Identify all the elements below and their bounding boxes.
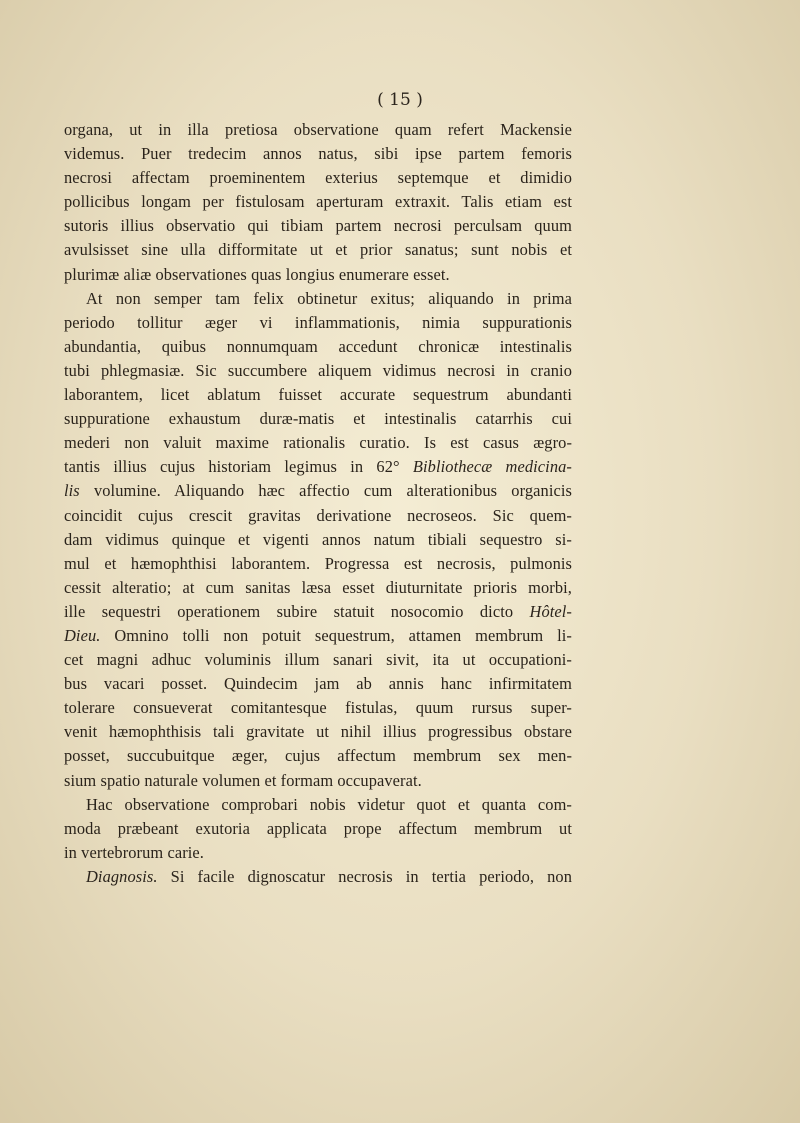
text-line: mul et hæmophthisi laborantem. Progressa est necrosis, pulmonis: [64, 553, 572, 573]
text-line: laborantem, licet ablatum fuisset accurate sequestrum abundanti: [64, 385, 572, 405]
body-text: [64, 118, 572, 889]
text-line: moda præbeant exutoria applicata prope affectum membrum ut: [64, 818, 572, 838]
text-line: abundantia, quibus nonnumquam accedunt chronicæ intestinalis: [64, 336, 572, 356]
text-line: periodo tollitur æger vi inflammationis, nimia suppurationis: [64, 312, 572, 332]
text-line: [64, 479, 572, 503]
text-line: dam vidimus quinque et vigenti annos natum tibiali sequestro si-: [64, 529, 572, 549]
text-line: plurimæ aliæ observationes quas longius enumerare esset.: [64, 264, 450, 284]
text-line: bus vacari posset. Quindecim jam ab annis hanc infirmitatem: [64, 674, 572, 694]
text-line: posset, succubuitque æger, cujus affectum membrum sex men-: [64, 746, 572, 766]
text-segment: Omnino tolli non potuit sequestrum, attamen membrum li-: [100, 625, 572, 645]
text-line: [64, 624, 572, 648]
text-line: in vertebrorum carie.: [64, 842, 204, 862]
text-line: coincidit cujus crescit gravitas derivatione necroseos. Sic quem-: [64, 505, 572, 525]
text-segment: Si facile dignoscatur necrosis in tertia periodo, non: [157, 866, 572, 886]
text-segment: Dieu.: [64, 625, 101, 645]
text-line: [64, 455, 572, 479]
text-line: At non semper tam felix obtinetur exitus; aliquando in prima: [86, 288, 572, 308]
text-segment: volumine. Aliquando hæc affectio cum alterationibus organicis: [79, 481, 572, 501]
text-line: mederi non valuit maxime rationalis curatio. Is est casus ægro-: [64, 433, 572, 453]
text-line: venit hæmophthisis tali gravitate ut nihil illius progressibus obstare: [64, 722, 572, 742]
text-line: tolerare consueverat comitantesque fistulas, quum rursus super-: [64, 698, 572, 718]
text-line: [64, 865, 572, 889]
text-line: avulsisset sine ulla difformitate ut et prior sanatus; sunt nobis et: [64, 240, 572, 260]
text-segment: ille sequestri operationem subire statuit nosocomio dicto: [64, 601, 530, 621]
text-line: cessit alteratio; at cum sanitas læsa esset diuturnitate prioris morbi,: [64, 577, 572, 597]
text-segment: Hôtel-: [529, 601, 572, 621]
text-line: videmus. Puer tredecim annos natus, sibi ipse partem femoris: [64, 144, 572, 164]
text-line: [64, 600, 572, 624]
text-line: Hac observatione comprobari nobis videtur quot et quanta com-: [86, 794, 572, 814]
text-segment: lis: [64, 481, 80, 501]
text-segment: tantis illius cujus historiam legimus in 62°: [64, 457, 413, 477]
text-line: pollicibus longam per fistulosam aperturam extraxit. Talis etiam est: [64, 192, 572, 212]
text-line: suppuratione exhaustum duræ-matis et intestinalis catarrhis cui: [64, 409, 572, 429]
text-line: sium spatio naturale volumen et formam occupaverat.: [64, 770, 422, 790]
text-segment: Diagnosis.: [86, 866, 158, 886]
text-line: cet magni adhuc voluminis illum sanari sivit, ita ut occupationi-: [64, 650, 572, 670]
page-number: ( 15 ): [377, 90, 423, 110]
text-line: necrosi affectam proeminentem exterius septemque et dimidio: [64, 168, 572, 188]
text-line: organa, ut in illa pretiosa observatione quam refert Mackensie: [64, 120, 572, 139]
text-segment: Bibliothecæ medicina-: [412, 457, 572, 477]
text-line: tubi phlegmasiæ. Sic succumbere aliquem vidimus necrosi in cranio: [64, 360, 572, 380]
text-line: sutoris illius observatio qui tibiam partem necrosi perculsam quum: [64, 216, 572, 236]
